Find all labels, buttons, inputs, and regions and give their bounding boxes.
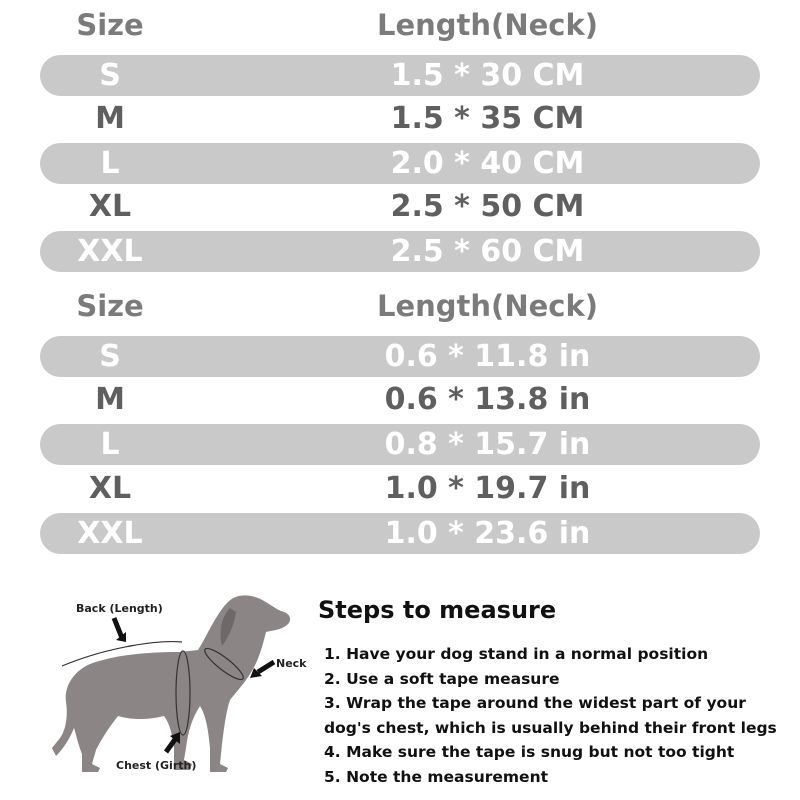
size-cell: XL xyxy=(88,189,132,224)
neck-arrow-icon xyxy=(258,662,274,672)
table-row xyxy=(40,424,760,465)
steps-list xyxy=(318,642,788,789)
dog-measure-diagram xyxy=(30,588,320,788)
length-cell: 0.8 * 15.7 in xyxy=(384,427,591,462)
length-cell: 1.0 * 23.6 in xyxy=(384,516,591,551)
size-cell: XXL xyxy=(77,516,143,551)
length-cell: 2.5 * 60 CM xyxy=(390,234,585,269)
measure-steps xyxy=(318,596,788,789)
step-item: 1. Have your dog stand in a normal position xyxy=(324,645,709,663)
size-header: Size xyxy=(76,8,144,42)
table-row xyxy=(40,143,760,184)
table-header xyxy=(0,289,800,329)
size-cell: M xyxy=(95,382,125,417)
size-cell: S xyxy=(99,58,121,93)
step-item: 3. Wrap the tape around the widest part of your xyxy=(324,694,746,712)
chest-girth-label: Chest (Girth) xyxy=(116,759,197,772)
size-cell: S xyxy=(99,339,121,374)
back-length-label: Back (Length) xyxy=(76,602,163,615)
length-header: Length(Neck) xyxy=(377,289,598,323)
length-header: Length(Neck) xyxy=(377,8,598,42)
size-cell: M xyxy=(95,101,125,136)
table-row xyxy=(40,336,760,377)
size-cell: L xyxy=(100,146,120,181)
table-row xyxy=(40,186,760,227)
length-cell: 2.5 * 50 CM xyxy=(390,189,585,224)
length-cell: 1.5 * 35 CM xyxy=(390,101,585,136)
step-item: dog's chest, which is usually behind their front legs xyxy=(324,718,777,737)
steps-title: Steps to measure xyxy=(318,596,557,624)
length-cell: 0.6 * 11.8 in xyxy=(384,339,591,374)
table-row xyxy=(40,231,760,272)
length-cell: 2.0 * 40 CM xyxy=(390,146,585,181)
table-row xyxy=(40,55,760,96)
table-row xyxy=(40,379,760,420)
length-cell: 0.6 * 13.8 in xyxy=(384,382,591,417)
table-row xyxy=(40,98,760,139)
step-item: 4. Make sure the tape is snug but not too tight xyxy=(324,743,735,761)
size-cell: L xyxy=(100,427,120,462)
step-item: 5. Note the measurement xyxy=(324,767,549,786)
length-cell: 1.0 * 19.7 in xyxy=(384,471,591,506)
size-cell: XXL xyxy=(77,234,143,269)
step-item: 2. Use a soft tape measure xyxy=(324,669,560,688)
neck-label: Neck xyxy=(276,657,307,670)
size-cell: XL xyxy=(88,471,132,506)
dog-silhouette-icon xyxy=(30,588,320,788)
table-row xyxy=(40,513,760,554)
size-header: Size xyxy=(76,289,144,323)
table-header xyxy=(0,8,800,48)
table-row xyxy=(40,468,760,509)
back-arrow-icon xyxy=(114,618,122,638)
length-cell: 1.5 * 30 CM xyxy=(390,58,585,93)
